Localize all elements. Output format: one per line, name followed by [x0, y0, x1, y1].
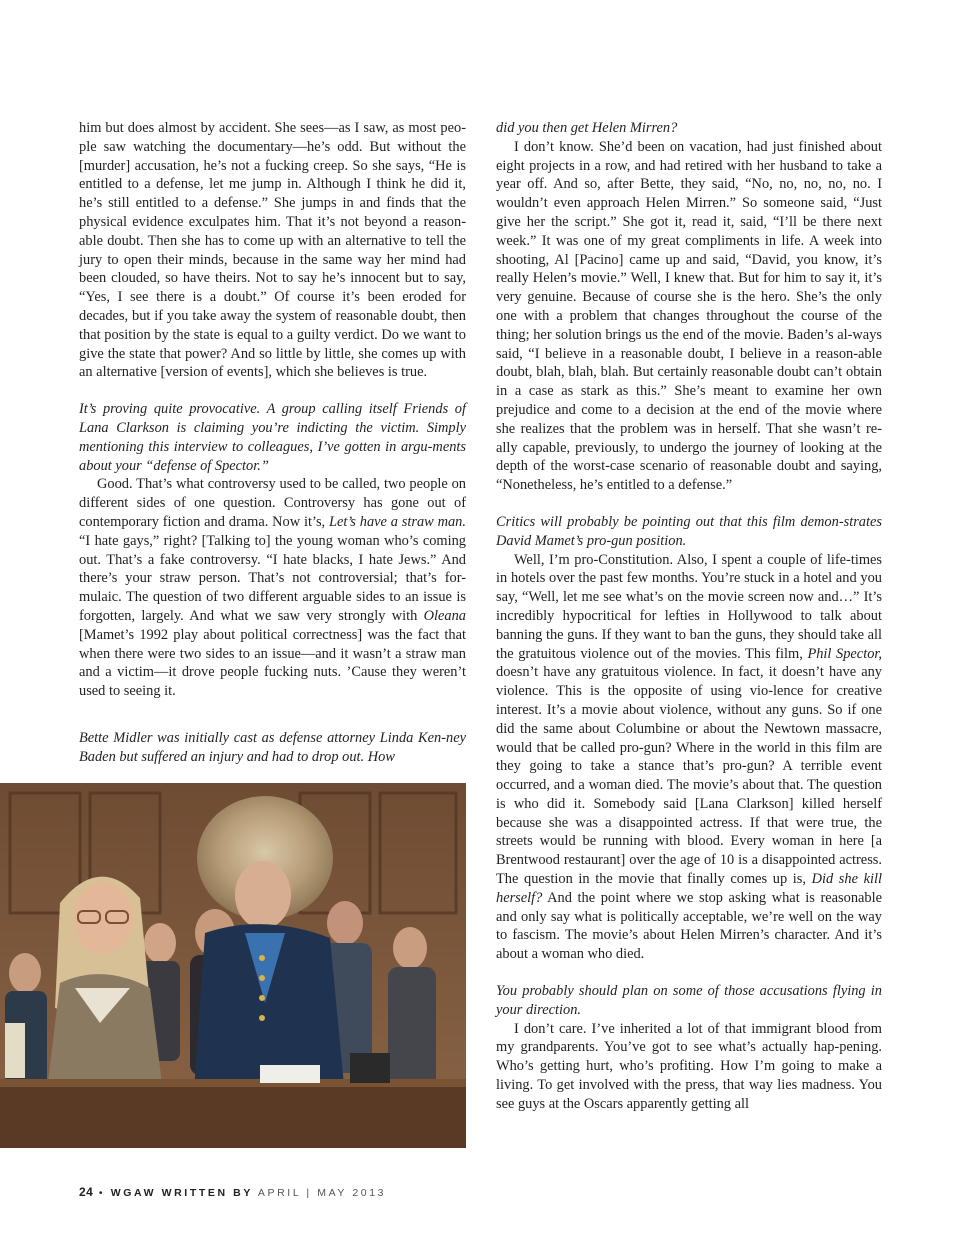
- italic-phrase: Let’s have a straw man.: [328, 513, 466, 530]
- footer-bullet: •: [98, 1187, 106, 1199]
- page-number: 24: [79, 1185, 94, 1199]
- answer-paragraph: I don’t care. I’ve inherited a lot of that immigrant blood from my grandparents. You’ve got to see what’s actually hap-pening. Who’s getting hurt, who’s profiting. How I’m going to make a living. To get involved with the press, that way lies madness. You see guys at the Oscars apparently getting all: [496, 1020, 882, 1112]
- left-column: [79, 119, 466, 701]
- publication-name: WGAW WRITTEN BY: [110, 1187, 253, 1199]
- courtroom-photo-illustration: [0, 783, 466, 1148]
- left-column-question: [79, 729, 466, 767]
- page-footer: [79, 1185, 386, 1199]
- answer-paragraph: [496, 551, 882, 965]
- answer-paragraph: I don’t know. She’d been on vacation, had just finished about eight projects in a row, and had retired with her husband to take a year off. And so, after Bette, they said, “No, no, no, no, no. I wouldn’t even approach Helen Mirren.” So someone said, “Just give her the script.” She got it, read it, said, “I’ll be there next week.” It was one of my great compliments in life. A week into shooting, Al [Pacino] came up and said, “David, you know, it’s really Helen’s movie.” Well, I knew that. But for him to say it, it’s very genuine. Because of course she is the hero. She’s the only one with a problem that changes throughout the course of the thing; her solution brings us the end of the movie. Baden’s al-ways said, “I believe in a reasonable doubt, I believe in a reason-able doubt, blah, blah, blah. But certainly reasonable doubt can’t obtain in a case as stark as this.” She’s meant to examine her own prejudice and come to a decision at the end of the movie where she realizes that the problem was in herself. That she wasn’t re-ally capable, previously, to undergo the journey of looking at the depth of the worst-case scenario of reasonable doubt and saying, “Nonetheless, he’s entitled to a defense.”: [496, 138, 882, 494]
- issue-date: APRIL | MAY 2013: [257, 1187, 387, 1199]
- answer-paragraph: him but does almost by accident. She sees—as I saw, as most peo-ple saw watching the documentary—he’s odd. But without the [murder] accusation, he’s not a fucking creep. So she says, “He is entitled to a defense, let me jump in. Although I think he did it, he’s still entitled to a defense.” She jumps in and finds that the physical evidence exculpates him. That it’s not beyond a reason-able doubt. Then she has to come up with an alternative to tell the jury to open their minds, because in the same way her mind had been clouded, so have theirs. Not to say he’s innocent but to say, “Yes, I see there is a doubt.” Of course it’s been eroded for decades, but if you take away the system of reasonable doubt, then that position by the state is equal to a guilty verdict. Do we want to give the state that power? And so little by little, she comes up with an alternative [version of events], which she believes is true.: [79, 120, 466, 381]
- text-run: “I hate gays,” right? [Talking to] the young woman who’s coming out. That’s a fake controversy. “I hate blacks, I hate Jews.” And there’s your straw person. That’s not controversial; that’s for-mulaic. The question of two different arguable sides to an issue is forgotten, largely. And what we saw very strongly with: [79, 532, 466, 624]
- right-column: [496, 119, 882, 1114]
- question-paragraph: did you then get Helen Mirren?: [496, 120, 678, 136]
- text-run: And the point where we stop asking what is reasonable and only say what is politically acceptable, we’re well on the way to fascism. The movie’s about Helen Mirren’s character. And it’s about a woman who died.: [496, 889, 882, 963]
- play-title: Oleana: [423, 607, 466, 624]
- question-paragraph: Bette Midler was initially cast as defense attorney Linda Ken-ney Baden but suffered an injury and had to drop out. How: [79, 730, 466, 765]
- film-title: Phil Spector,: [807, 645, 882, 662]
- question-paragraph: Critics will probably be pointing out that this film demon-strates David Mamet’s pro-gun position.: [496, 513, 882, 549]
- italic-phrase: Did she kill herself?: [496, 871, 882, 906]
- text-run: doesn’t have any gratuitous violence. In fact, it doesn’t have any violence. This is the opposite of using vio-lence for creative interest. It’s a movie about violence, without any guns. So if one did the same about Columbine or about the Newtown massacre, would that be called pro-gun? Where in the world in this film are they going to take a stance that’s pro-gun? A terrible event occurred, and a woman died. The movie’s about that. The question is who did it. Somebody said [Lana Clarkson] killed herself because she was a disappointed actress. If that were true, the streets would be running with blood. Every woman in here [a Brentwood restaurant] over the age of 10 is a disappointed actress. The question in the movie that finally comes up is,: [496, 664, 882, 888]
- answer-paragraph: [79, 475, 466, 701]
- text-run: [Mamet’s 1992 play about political correctness] was the fact that when there were two sides to an issue—and it wasn’t a straw man and a victim—it drove people fucking nuts. ’Cause they weren’t used to seeing it.: [79, 626, 466, 700]
- question-paragraph: You probably should plan on some of those accusations flying in your direction.: [496, 983, 882, 1018]
- text-run: Well, I’m pro-Constitution. Also, I spent a couple of life-times in hotels over the past few months. You’re stuck in a hotel and you say, “Well, let me see what’s on the movie screen now and…” It’s incredibly hypocritical for lefties in Hollywood to talk about banning the guns. If they want to ban the guns, they should take all the gratuitous violence out of the movies. This film,: [496, 551, 882, 662]
- question-paragraph: It’s proving quite provocative. A group calling itself Friends of Lana Clarkson is claiming you’re indicting the victim. Simply mentioning this interview to colleagues, I’ve gotten in argu-ments about your “defense of Spector.”: [79, 401, 466, 474]
- courtroom-photo: [0, 783, 466, 1148]
- text-run: Good. That’s what controversy used to be called, two people on different sides of one question. Controversy has gone out of contemporary fiction and drama. Now it’s,: [79, 476, 466, 530]
